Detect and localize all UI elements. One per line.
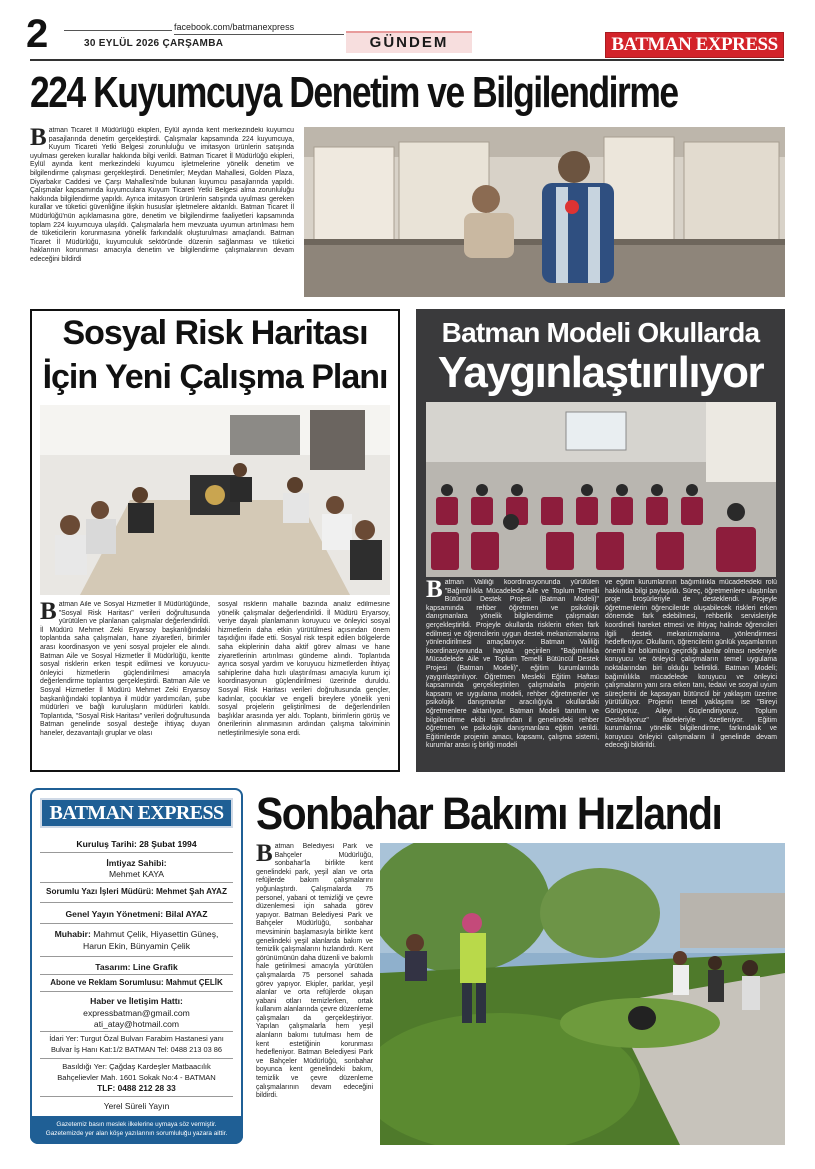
article1-headline: 224 Kuyumcuya Denetim ve Bilgilendirme [30, 68, 678, 117]
masthead-general-manager: Genel Yayın Yönetmeni: Bilal AYAZ [65, 909, 208, 919]
header-bottom-rule [30, 59, 784, 61]
masthead-founded: Kuruluş Tarihi: 28 Şubat 1994 [76, 839, 197, 849]
article4-headline: Sonbahar Bakımı Hızlandı [256, 788, 722, 839]
article3-col2: ve eğitim kurumlarının bağımlılıkla mücadeledeki rolü hakkında bilgi paylaşıldı. Süreç, öğretmenlere ulaştırılan proje broşürleriyle de desteklendi. Projeyle öğretmenlerin öğrencilerde oluşabilecek riskleri erken dönemde fark edebilmesi, rehberlik servisleriyle koordineli hareket etmesi ve ihtiyaç halinde öğrencileri ilgili destek mekanizmalarına yönlendirmesi hedefleniyor. Okulların, öğrencilerin günlük yaşamlarının önemli bir bölümünü geçirdiği alanlar olması nedeniyle koruyucu ve önleyici çalışmaların temel uygulama noktalarından biri olduğu belirtildi. Batman Modeli; bağımlılıkla mücadelede koruyucu ve önleyici çalışmaların yanı sıra erken tanı, tedavi ve sosyal uyum süreçlerini de kapsayan bütüncül bir yaklaşım üzerine yürütülüyor. Projenin temel yaklaşımı ise "Bireyi Görüyoruz, Aileyi Güçlendiriyoruz, Toplum Destekliyoruz" ifadeleriyle özetleniyor. Eğitim kurumlarına yönelik bilgilendirme, farkındalık ve koruyucu önleyici çalışmaların il genelinde devam edeceği bildirildi. [605, 579, 777, 750]
masthead-logo-text: BATMAN EXPRESS [49, 802, 224, 824]
seminar-hall-photo [426, 402, 776, 577]
masthead-rule-6 [40, 974, 233, 975]
masthead-rule-3 [40, 902, 233, 903]
masthead-rule-9 [40, 1058, 233, 1059]
article2-photo [40, 405, 390, 595]
masthead-email-2[interactable]: ati_atay@hotmail.com [93, 1019, 180, 1029]
park-workers-photo [380, 843, 785, 1145]
article1-body [30, 127, 294, 297]
masthead-rule-10 [40, 1096, 233, 1097]
article3-col1 [426, 579, 599, 767]
article1-text: atman Ticaret İl Müdürlüğü ekipleri, Eylül ayında kent merkezindeki kuyumcu pasajlarında denetim gerçekleştirdi. Çalışmalar kapsamında 224 kuyumcuya, Kuyum Ticareti Yetki Belgesi zorunluluğu ve imitasyon ürünlerin satışında uyulması gereken kurallar hakkında bilgi verildi. Batman Ticaret İl Müdürlüğü ekipleri, Eylül ayında kent merkezindeki kuyumcu işletmelerine yönelik denetim ve bilgilendirme çalışması gerçekleştirdi. Denetimler; Meydan Mahallesi, Golden Plaza, Diyarbakır Caddesi ve Çarşı Mahallesi'nde bulunan kuyumcu pasajlarında yapıldı. Çalışmalar kapsamında kuyumculara Kuyum Ticareti Yetki Belgesi alma zorunluluğu hakkında bilgilendirme yapıldı. Ayrıca imitasyon ürünlerin satışında uyulması gereken kurallar ve tüketici güvenliğine ilişkin hususlar işletmelere aktarıldı. Batman Ticaret İl Müdürlüğü'nün açıklamasına göre, denetim ve bilgilendirme faaliyetleri kapsamında toplam 224 kuyumcuya ulaşıldı. Çalışmalarla hem mevzuata uyumun artırılması hem de tüketicilerin korunmasına yönelik farkındalık oluşturulması amaçlandı. Batman Ticaret İl Müdürlüğü, kuyumculuk sektöründe düzenin sağlanması ve tüketici haklarının korunması amacıyla denetim ve bilgilendirme çalışmalarının devam edeceğini bildirdi [30, 127, 294, 263]
masthead-owner-label: İmtiyaz Sahibi: [106, 858, 167, 868]
article1-photo [304, 127, 785, 297]
masthead-owner: Mehmet KAYA [108, 869, 165, 879]
masthead-print-2: Bahçelievler Mah. 1601 Sokak No:4 - BATMAN [57, 1072, 216, 1082]
article1-dropcap: B [30, 127, 47, 151]
article4-text: atman Belediyesi Park ve Bahçeler Müdürlüğü, sonbahar'la birlikte kent genelindeki park, yeşil alan ve orta refüjlerde bakım çalışmalarını yoğunlaştırdı. Çalışmalarda 75 personel, yabani ot temizliği ve çevre düzenlemesi için sahada görev yapıyor. Batman Belediyesi Park ve Bahçeler Müdürlüğü, sonbahar mevsiminin başlamasıyla birlikte kent genelindeki yeşil alanlarda bakım ve temizlik çalışmalarını hızlandırdı. Kent görünümünün daha düzenli ve bakımlı hale getirilmesi amacıyla yürütülen çalışmalarda 75 personel sahada görev yapıyor. Ekipler, parklar, yeşil alanlar ve orta refüjlerde oluşan yabani otları temizlerken, ortak kullanım alanlarında çevre düzenleme çalışmaları da gerçekleştiriyor. Yapılan çalışmalarla hem yeşil alanların bakımı tutulması hem de kent estetiğinin korunması hedefleniyor. Batman Belediyesi Park ve Bahçeler Müdürlüğü, sonbahar boyunca kent genelindeki bakım, temizlik ve çevre düzenleme çalışmalarının devam edeceğini bildirdi. [256, 843, 373, 1100]
masthead-rule-7 [40, 991, 233, 992]
masthead-print [32, 1062, 241, 1095]
article4-body [256, 843, 373, 1145]
article2-col2: sosyal risklerin mahalle bazında analiz edilmesine yönelik çalışmalar değerlendirildi. İl Müdürü Eryarsoy, veriye dayalı planlamanın koruyucu ve önleyici sosyal hizmetlerin daha etkin yürütülmesi açısından önem taşıdığını ifade etti. Sosyal risk tespit edilen bölgelerde saha ekiplerinin daha aktif görev alması ve hane ziyaretlerinin artırılması gündeme alındı. Toplantıda ayrıca sosyal yardım ve koruyucu hizmetlerden ihtiyaç sahiplerine daha hızlı ulaştırılması amacıyla kurum içi koordinasyonun güçlendirilmesi üzerinde duruldu. Sosyal Risk Haritası verileri doğrultusunda gençler, kadınlar, çocuklar ve engelli bireylere yönelik yeni sosyal projelerin geliştirilmesi de değerlendirilen başlıklar arasında yer aldı. Toplantı, birimlerin görüş ve önerilerinin alınmasının ardından çalışma takviminin netleştirilmesiyle sona erdi. [218, 601, 390, 737]
article3-photo [426, 402, 776, 577]
masthead-print-phone: TLF: 0488 212 28 33 [97, 1083, 176, 1093]
article2-dropcap: B [40, 601, 57, 625]
masthead-admin-1: İdari Yer: Turgut Özal Bulvarı Farabim Hastanesi yanı [49, 1034, 224, 1043]
masthead-contact-label: Haber ve İletişim Hattı: [90, 996, 183, 1006]
masthead-reporters-label: Muhabir: [54, 929, 91, 939]
meeting-room-photo [40, 405, 390, 595]
masthead-reporters-1: Mahmut Çelik, Hiyasettin Güneş, [93, 929, 219, 939]
jewelry-shop-photo [304, 127, 785, 297]
masthead-admin-2: Bulvar İş Hanı Kat:1/2 BATMAN Tel: 0488 213 03 86 [50, 1044, 223, 1054]
masthead-footer [30, 1116, 243, 1144]
masthead-print-1: Basıldığı Yer: Çağdaş Kardeşler Matbaacılık [62, 1062, 211, 1071]
masthead-admin [32, 1034, 241, 1055]
section-title: GÜNDEM [369, 34, 449, 51]
article3-headline-1: Batman Modeli Okullarda [441, 317, 760, 348]
facebook-link[interactable]: facebook.com/batmanexpress [174, 22, 295, 32]
masthead-editor: Sorumlu Yazı İşleri Müdürü: Mehmet Şah AYAZ [46, 887, 227, 896]
article3-headline-2: Yaygınlaştırılıyor [437, 348, 764, 397]
masthead-rule-4 [40, 923, 233, 924]
masthead-footer-1: Gazetemiz basın meslek ilkelerine uymaya söz vermiştir. [56, 1121, 217, 1128]
masthead-design: Tasarım: Line Grafik [95, 962, 178, 972]
masthead-periodicity: Yerel Süreli Yayın [103, 1101, 170, 1111]
issue-date: 30 EYLÜL 2026 ÇARŞAMBA [84, 38, 224, 49]
masthead-rule-2 [40, 882, 233, 883]
article3-col1-text: atman Valiliği koordinasyonunda yürütülen "Bağımlılıkla Mücadelede Aile ve Toplum Temelli Bütüncül Destek Projesi (Batman Modeli)" kapsamında rehber öğretmen ve psikolojik danışmanlara yönelik bilgilendirme çalışmaları gerçekleştirildi. Projeyle okullarda risklerin erken fark edilmesi ve öğrencilerin uygun destek mekanizmalarına yönlendirilmesi amaçlanıyor. Batman Valiliği koordinasyonunda hayata geçirilen "Bağımlılıkla Mücadelede Aile ve Toplum Temelli Bütüncül Destek Projesi (Batman Modeli)", eğitim kurumlarında yaygınlaştırılıyor. Öğretmen Mesleki Eğitim Haftası kapsamında gerçekleştirilen çalışmalarla projenin kapsamı ve uygulama modeli, rehber öğretmenler ve psikolojik danışmanlar aracılığıyla okullardaki öğretmenlere aktarılıyor. Batman Modeli tanıtım ve bilgilendirme ekibi tarafından il genelindeki rehber öğretmen ve psikolojik danışmanlara eğitim verildi. Eğitimlerde projenin amacı, kapsamı, çalışma sistemi, kurumlar arası iş birliği modeli [426, 579, 599, 750]
masthead-logo [40, 798, 233, 828]
article2-headline-2: İçin Yeni Çalışma Planı [42, 358, 388, 396]
masthead-reporters-2: Harun Ekin, Bünyamin Çelik [83, 940, 190, 951]
header-logo-text: BATMAN EXPRESS [611, 34, 778, 55]
header-logo [605, 32, 784, 58]
masthead-rule-1 [40, 852, 233, 853]
masthead-ads: Abone ve Reklam Sorumlusu: Mahmut ÇELİK [50, 978, 223, 987]
masthead-rule-8 [40, 1031, 233, 1032]
masthead-footer-2: Gazetemizde yer alan köşe yazılarının sorumluluğu yazara aittir. [45, 1130, 228, 1137]
header-rule-left [64, 30, 172, 31]
section-label [346, 31, 472, 53]
header-rule-mid [174, 34, 344, 35]
article4-photo [380, 843, 785, 1145]
article3-dropcap: B [426, 579, 443, 603]
page-number: 2 [26, 12, 49, 56]
article2-headline-1: Sosyal Risk Haritası [62, 314, 368, 352]
masthead-rule-5 [40, 956, 233, 957]
article2-col1-text: atman Aile ve Sosyal Hizmetler İl Müdürlüğünde, "Sosyal Risk Haritası" verileri doğrultusunda yürütülen ve planlanan çalışmalar değerlendirildi. İl Müdürü Mehmet Zeki Eryarsoy başkanlığındaki toplantıda saha çalışmaları, hane ziyaretleri, birimler arası koordinasyon ve yeni sosyal projeler ele alındı. Batman Aile ve Sosyal Hizmetler İl Müdürlüğü, kentte sosyal risklerin erken tespit edilmesi ve koruyucu-önleyici hizmetlerin güçlendirilmesi amacıyla değerlendirme toplantısı gerçekleştirdi. Batman Aile ve Sosyal Hizmetler İl Müdürü Mehmet Zeki Eryarsoy başkanlığındaki toplantıya il müdür yardımcıları, şube müdürleri ve bağlı kuruluşların müdürleri katıldı. Toplantıda, "Sosyal Risk Haritası" verileri doğrultusunda Batman genelinde sosyal desteğe ihtiyaç duyan haneler, dezavantajlı gruplar ve olası [40, 601, 210, 737]
masthead-reporters [32, 929, 241, 952]
article4-dropcap: B [256, 843, 273, 867]
article2-col1 [40, 601, 210, 767]
masthead-email-1[interactable]: expressbatman@gmail.com [83, 1008, 190, 1018]
